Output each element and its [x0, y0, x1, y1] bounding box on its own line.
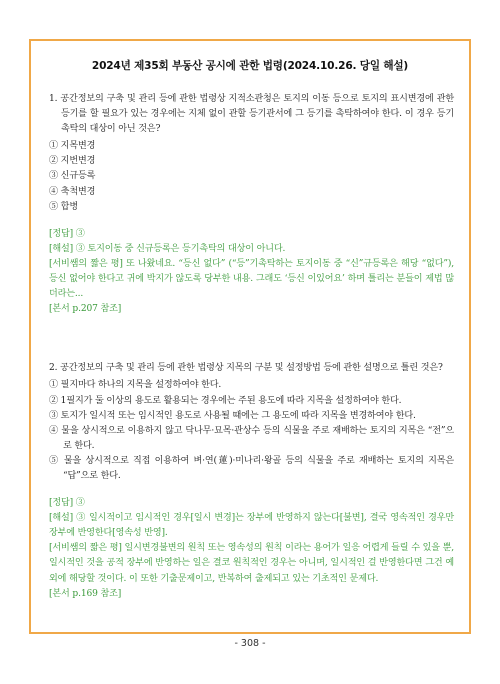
question-1: [49, 92, 454, 317]
option: ② 지번변경: [49, 156, 96, 167]
option: ① 필지마다 하나의 지목을 설정하여야 한다.: [49, 380, 222, 391]
question-text: 2. 공간정보의 구축 및 관리 등에 관한 법령상 지목의 구분 및 설정방법 등에 관한 설명으로 틀린 것은?: [49, 363, 443, 374]
question-2: [49, 361, 454, 601]
option: ③ 토지가 일시적 또는 임시적인 용도로 사용될 때에는 그 용도에 따라 지목을 변경하여야 한다.: [49, 410, 416, 421]
content: [49, 92, 454, 602]
page-number: - 308 -: [234, 638, 266, 649]
tip: [서비쌤의 짧은 평] 일시변경불변의 원칙 또는 영속성의 원칙 이라는 용어가 일응 어렵게 들릴 수 있을 뿐, 일시적인 것을 공적 장부에 반영하는 일은 결코 원칙적인 경우는 아니며, 일시적인 걸 반영한다면 그건 예외에 해당할 것이다. 이 또한 기출문제이고, 반복하여 출제되고 있는 기초적인 문제다.: [49, 543, 454, 584]
answer-block: [49, 496, 454, 602]
option: ④ 물을 상시적으로 이용하지 않고 닥나무·묘목·관상수 등의 식물을 주로 재배하는 토지의 지목은 “전”으로 한다.: [49, 425, 454, 451]
option: ③ 신규등록: [49, 171, 96, 182]
answer: [정답] ③: [49, 498, 85, 509]
explanation: [해설] ③ 토지이동 중 신규등록은 등기촉탁의 대상이 아니다.: [49, 243, 286, 254]
option: ⑤ 물을 상시적으로 직접 이용하여 벼·연(蓮)·미나리·왕골 등의 식물을 주로 재배하는 토지의 지목은 “답”으로 한다.: [49, 455, 454, 481]
reference: [본서 p.169 참조]: [49, 588, 122, 599]
page-title: 2024년 제35회 부동산 공시에 관한 법령(2024.10.26. 당일 해설): [91, 60, 409, 72]
tip: [서비쌤의 짧은 평] 또 나왔네요. “등신 없다” (“등”기촉탁하는 토지이동 중 “신”규등록은 해당 “없다”), 등신 없어야 한다고 귀에 박지가 않도록 당부한 내용. 그래도 ‘등신 이있어요’ 하며 틀리는 분들이 제법 많더라는...: [49, 258, 454, 300]
option: ① 지목변경: [49, 141, 96, 152]
explanation: [해설] ③ 일시적이고 임시적인 경우[일시 변경]는 장부에 반영하지 않는다[불변], 결국 영속적인 경우만 장부에 반영한다[영속성 반영].: [49, 513, 454, 539]
reference: [본서 p.207 참조]: [49, 304, 122, 315]
option: ④ 축척변경: [49, 186, 96, 197]
option: ⑤ 합병: [49, 201, 78, 212]
answer: [정답] ③: [49, 228, 85, 239]
question-text: 1. 공간정보의 구축 및 관리 등에 관한 법령상 지적소관청은 토지의 이동 등으로 토지의 표시변경에 관한 등기를 할 필요가 있는 경우에는 지체 없이 관할 등기관서에 그 등기를 촉탁하여야 한다. 이 경우 등기촉탁의 대상이 아닌 것은?: [49, 94, 454, 135]
spacer: [49, 317, 454, 361]
answer-block: [49, 227, 454, 318]
option: ② 1필지가 둘 이상의 용도로 활용되는 경우에는 주된 용도에 따라 지목을 설정하여야 한다.: [49, 395, 402, 406]
